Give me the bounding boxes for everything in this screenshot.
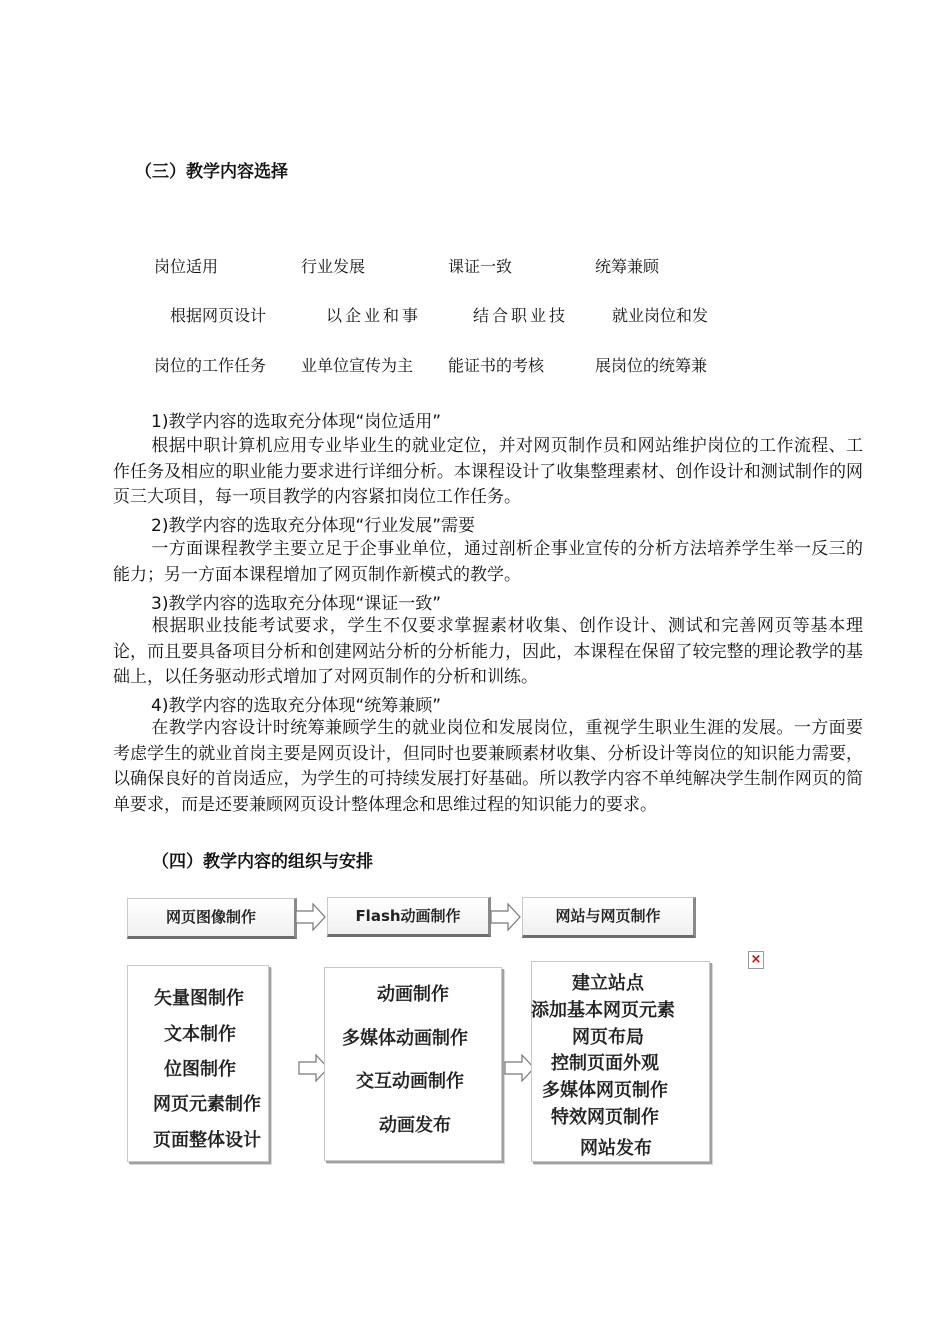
list-item: 交互动画制作 <box>356 1071 464 1092</box>
list-item: 动画发布 <box>379 1115 451 1136</box>
list-item: 建立站点 <box>572 973 644 994</box>
section-title: 1)教学内容的选取充分体现“岗位适用” <box>151 412 442 432</box>
header-website-production: 网站与网页制作 <box>522 897 696 938</box>
grid-cell: 课证一致 <box>448 257 513 276</box>
grid-cell: 行业发展 <box>301 257 366 276</box>
list-item: 网页布局 <box>572 1027 644 1048</box>
section-body: 根据职业技能考试要求，学生不仅要求掌握素材收集、创作设计、测试和完善网页等基本理论，而且要具备项目分析和创建网站分析的分析能力，因此，本课程在保留了较完整的理论教学的基础上，以任务驱动形式增加了对网页制作的分析和训练。 <box>113 616 863 688</box>
grid-cell: 根据网页设计 <box>170 306 267 325</box>
list-item: 控制页面外观 <box>551 1053 659 1074</box>
section-body: 在教学内容设计时统筹兼顾学生的就业岗位和发展岗位，重视学生职业生涯的发展。一方面要考虑学生的就业首岗主要是网页设计，但同时也要兼顾素材收集、分析设计等岗位的知识能力需要，以确保良好的首岗适应，为学生的可持续发展打好基础。所以教学内容不单纯解决学生制作网页的简单要求，而是还要兼顾网页设计整体理念和思维过程的知识能力的要求。 <box>113 718 863 815</box>
list-item: 矢量图制作 <box>154 988 244 1009</box>
arrow-right-icon <box>295 902 327 932</box>
list-item: 位图制作 <box>164 1059 236 1080</box>
section-body: 一方面课程教学主要立足于企事业单位，通过剖析企事业宣传的分析方法培养学生举一反三的能力；另一方面本课程增加了网页制作新模式的教学。 <box>113 539 863 585</box>
list-item: 网页元素制作 <box>153 1094 261 1115</box>
list-item: 页面整体设计 <box>153 1130 261 1151</box>
grid-cell: 以企业和事 <box>326 306 422 325</box>
list-item: 多媒体网页制作 <box>542 1080 668 1101</box>
list-item: 多媒体动画制作 <box>342 1028 468 1049</box>
grid-cell: 能证书的考核 <box>448 356 545 375</box>
arrow-right-icon <box>490 902 522 932</box>
header-flash-animation: Flash动画制作 <box>327 897 491 937</box>
section-heading-4: （四）教学内容的组织与安排 <box>152 852 373 872</box>
section-title: 3)教学内容的选取充分体现“课证一致” <box>151 594 442 614</box>
list-item: 添加基本网页元素 <box>531 1000 675 1021</box>
grid-cell: 业单位宣传为主 <box>301 356 414 375</box>
list-item: 网站发布 <box>580 1138 652 1159</box>
grid-cell: 统筹兼顾 <box>595 257 660 276</box>
grid-cell: 岗位适用 <box>154 257 219 276</box>
section-title: 4)教学内容的选取充分体现“统筹兼顾” <box>151 696 442 716</box>
section-title: 2)教学内容的选取充分体现“行业发展”需要 <box>151 516 476 536</box>
grid-cell: 岗位的工作任务 <box>154 356 267 375</box>
grid-cell: 就业岗位和发 <box>612 306 709 325</box>
list-item: 特效网页制作 <box>551 1107 659 1128</box>
section-body: 根据中职计算机应用专业毕业生的就业定位，并对网页制作员和网站维护岗位的工作流程、工作任务及相应的职业能力要求进行详细分析。本课程设计了收集整理素材、创作设计和测试制作的网页三大项目，每一项目教学的内容紧扣岗位工作任务。 <box>113 436 863 508</box>
list-item: 动画制作 <box>377 984 449 1005</box>
grid-cell: 结合职业技 <box>473 306 569 325</box>
grid-cell: 展岗位的统筹兼 <box>595 356 708 375</box>
header-image-production: 网页图像制作 <box>127 898 297 939</box>
broken-image-icon: × <box>748 951 764 969</box>
list-item: 文本制作 <box>164 1024 236 1045</box>
section-heading-3: （三）教学内容选择 <box>135 162 288 182</box>
